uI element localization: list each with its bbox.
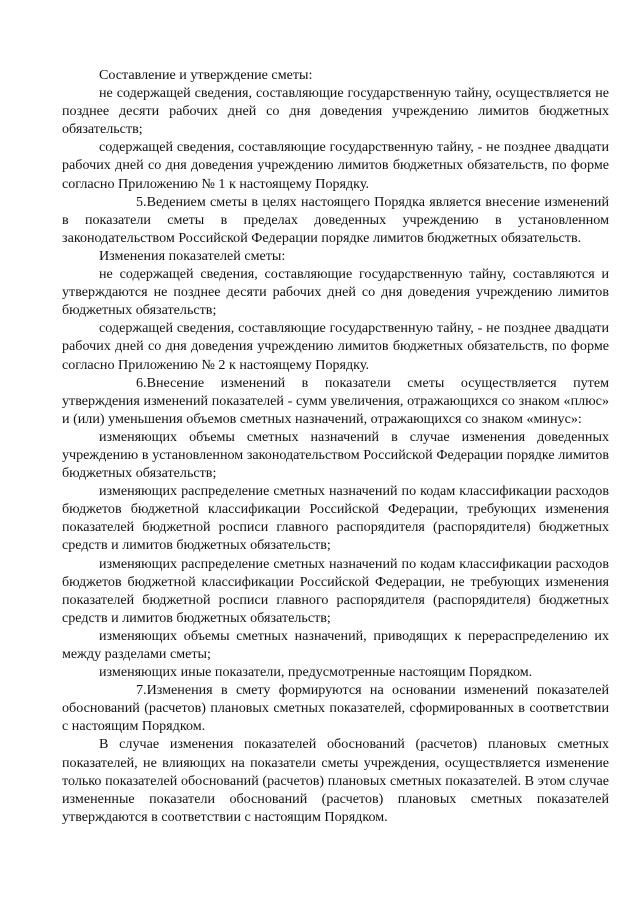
paragraph: изменяющих распределение сметных назначений по кодам классификации расходов бюджетов бюджетной классификации Российской Федерации, не требующих изменения показателей бюджетной росписи главного распорядителя (распорядителя) бюджетных средств и лимитов бюджетных обязательств; — [62, 555, 609, 626]
numbered-paragraph — [62, 681, 609, 735]
paragraph: не содержащей сведения, составляющие государственную тайну, составляются и утверждаются не позднее десяти рабочих дней со дня доведения учреждению лимитов бюджетных обязательств; — [62, 266, 609, 319]
paragraph-text: Ведением сметы в целях настоящего Порядка является внесение изменений в показатели сметы в пределах доведенных учреждению в установленном законодательством Российской Федерации порядке лимитов бюджетных обязательств. — [62, 193, 609, 246]
paragraph: изменяющих объемы сметных назначений в случае изменения доведенных учреждению в установленном законодательством Российской Федерации порядке лимитов бюджетных обязательств; — [62, 428, 609, 482]
numbered-paragraph — [62, 193, 609, 247]
paragraph-number: 5. — [136, 193, 147, 210]
paragraph-number: 6. — [136, 374, 147, 391]
paragraph-text: Изменения в смету формируются на основании изменений показателей обоснований (расчетов) плановых сметных показателей, сформированных в соответствии с настоящим Порядком. — [62, 682, 609, 735]
paragraph: Составление и утверждение сметы: — [99, 67, 313, 83]
paragraph: содержащей сведения, составляющие государственную тайну, - не позднее двадцати рабочих дней со дня доведения учреждению лимитов бюджетных обязательств, по форме согласно Приложению № 2 к настоящему Порядку. — [62, 320, 609, 373]
paragraph: В случае изменения показателей обоснований (расчетов) плановых сметных показателей, не влияющих на показатели сметы учреждения, осуществляется изменение только показателей обоснований (расчетов) плановых сметных показателей. В этом случае измененные показатели обоснований (расчетов) плановых сметных показателей утверждаются в соответствии с настоящим Порядком. — [62, 736, 609, 825]
paragraph: изменяющих распределение сметных назначений по кодам классификации расходов бюджетов бюджетной классификации Российской Федерации, требующих изменения показателей бюджетной росписи главного распорядителя (распорядителя) бюджетных средств и лимитов бюджетных обязательств; — [62, 483, 609, 554]
paragraph-text: Внесение изменений в показатели сметы осуществляется путем утверждения изменений показателей - сумм увеличения, отражающихся со знаком «плюс» и (или) уменьшения объемов сметных назначений, отражающихся со знаком «минус»: — [62, 374, 609, 427]
document-page — [62, 66, 609, 826]
paragraph: содержащей сведения, составляющие государственную тайну, - не позднее двадцати рабочих дней со дня доведения учреждению лимитов бюджетных обязательств, по форме согласно Приложению № 1 к настоящему Порядку. — [62, 139, 609, 192]
paragraph-number: 7. — [136, 682, 147, 699]
numbered-paragraph — [62, 374, 609, 428]
paragraph: изменяющих иные показатели, предусмотренные настоящим Порядком. — [99, 664, 533, 681]
paragraph: Изменения показателей сметы: — [99, 247, 286, 264]
paragraph: не содержащей сведения, составляющие государственную тайну, осуществляется не позднее десяти рабочих дней со дня доведения учреждению лимитов бюджетных обязательств; — [62, 85, 609, 138]
paragraph: изменяющих объемы сметных назначений, приводящих к перераспределению их между разделами сметы; — [62, 627, 609, 662]
